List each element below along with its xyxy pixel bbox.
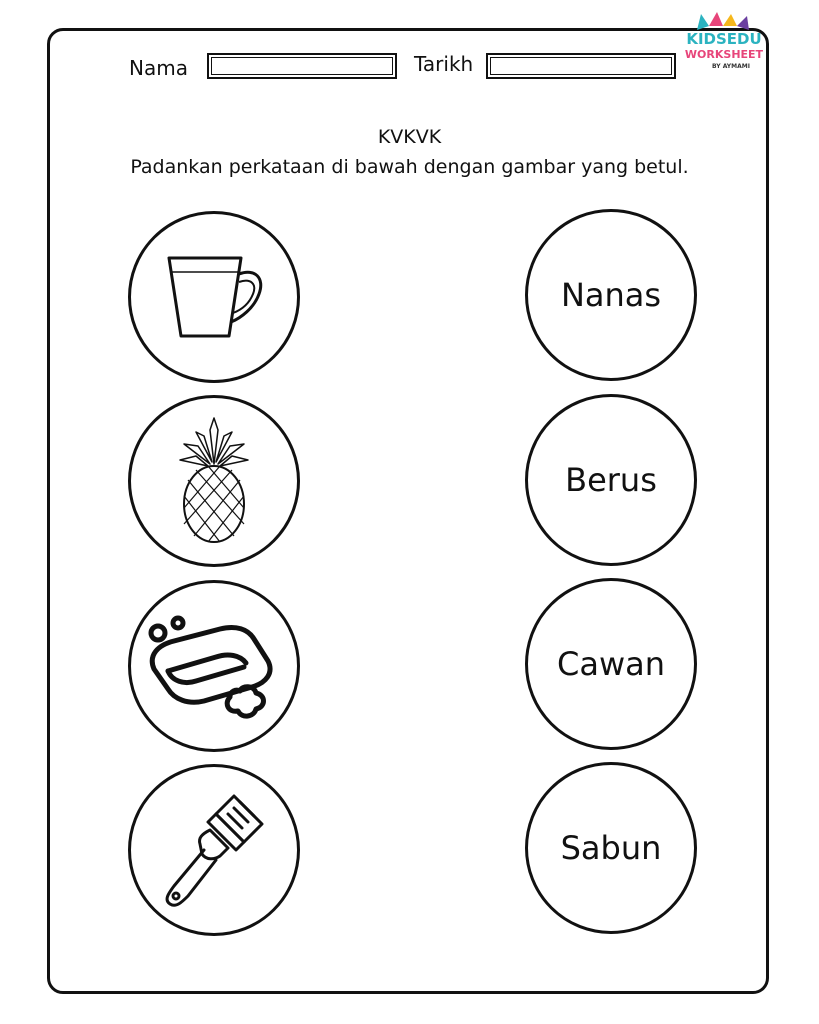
- word-circle-2[interactable]: [525, 394, 697, 566]
- word-label-1: Nanas: [560, 276, 662, 314]
- date-label: Tarikh: [414, 52, 474, 76]
- instruction-text: Padankan perkataan di bawah dengan gambar yang betul.: [130, 156, 689, 178]
- picture-circle-4[interactable]: [128, 764, 300, 936]
- exercise-title: KVKVK: [377, 126, 442, 148]
- soap-icon: [144, 611, 284, 721]
- logo-line3: BY AYMAMI: [712, 63, 750, 70]
- word-label-3: Cawan: [556, 645, 665, 683]
- picture-circle-2[interactable]: [128, 395, 300, 567]
- word-circle-1[interactable]: [525, 209, 697, 381]
- word-circle-4[interactable]: [525, 762, 697, 934]
- word-circle-3[interactable]: [525, 578, 697, 750]
- name-label: Nama: [129, 56, 188, 80]
- word-label-4: Sabun: [560, 829, 662, 867]
- logo-line1: KIDSEDU: [686, 30, 762, 48]
- kidsedu-logo: [683, 12, 765, 78]
- logo-line2: WORKSHEET: [684, 48, 764, 61]
- pineapple-icon: [174, 416, 254, 546]
- cup-icon: [159, 252, 269, 342]
- picture-circle-3[interactable]: [128, 580, 300, 752]
- word-label-2: Berus: [565, 461, 657, 499]
- picture-circle-1[interactable]: [128, 211, 300, 383]
- paintbrush-icon: [154, 790, 274, 910]
- name-field[interactable]: [207, 53, 397, 79]
- date-field[interactable]: [486, 53, 676, 79]
